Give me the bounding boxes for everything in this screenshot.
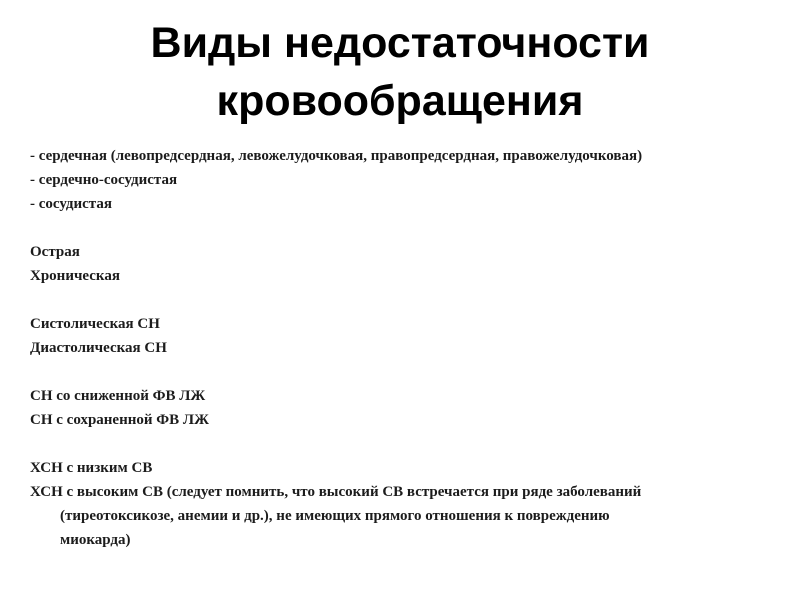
list-item-vascular: - сосудистая: [30, 196, 112, 212]
list-spacer: [30, 288, 770, 312]
list-spacer: [30, 360, 770, 384]
list-item-diastolic: Диастолическая СН: [30, 340, 167, 356]
list-item-cardiovascular: - сердечно-сосудистая: [30, 172, 178, 188]
list-item-preserved-ef: СН с сохраненной ФВ ЛЖ: [30, 412, 209, 428]
high-output-line-1: ХСН с высоким СВ (следует помнить, что высокий СВ встречается при ряде заболеваний: [30, 484, 642, 500]
high-output-line-3: миокарда): [60, 532, 131, 548]
list-item-high-output: [30, 480, 770, 552]
slide-title-line-1: Виды недостаточности: [150, 19, 650, 67]
list-item-low-output: ХСН с низким СВ: [30, 460, 153, 476]
list-item-acute: Острая: [30, 244, 80, 260]
slide-title: [0, 14, 800, 130]
classification-list: [30, 144, 770, 552]
list-item-chronic: Хроническая: [30, 268, 120, 284]
list-spacer: [30, 432, 770, 456]
list-item-reduced-ef: СН со сниженной ФВ ЛЖ: [30, 388, 206, 404]
list-item-cardiac: - сердечная (левопредсердная, левожелудочковая, правопредсердная, правожелудочковая): [30, 148, 643, 164]
list-spacer: [30, 216, 770, 240]
list-item-systolic: Систолическая СН: [30, 316, 160, 332]
high-output-line-2: (тиреотоксикозе, анемии и др.), не имеющих прямого отношения к повреждению: [60, 508, 610, 524]
slide-title-line-2: кровообращения: [216, 77, 584, 125]
